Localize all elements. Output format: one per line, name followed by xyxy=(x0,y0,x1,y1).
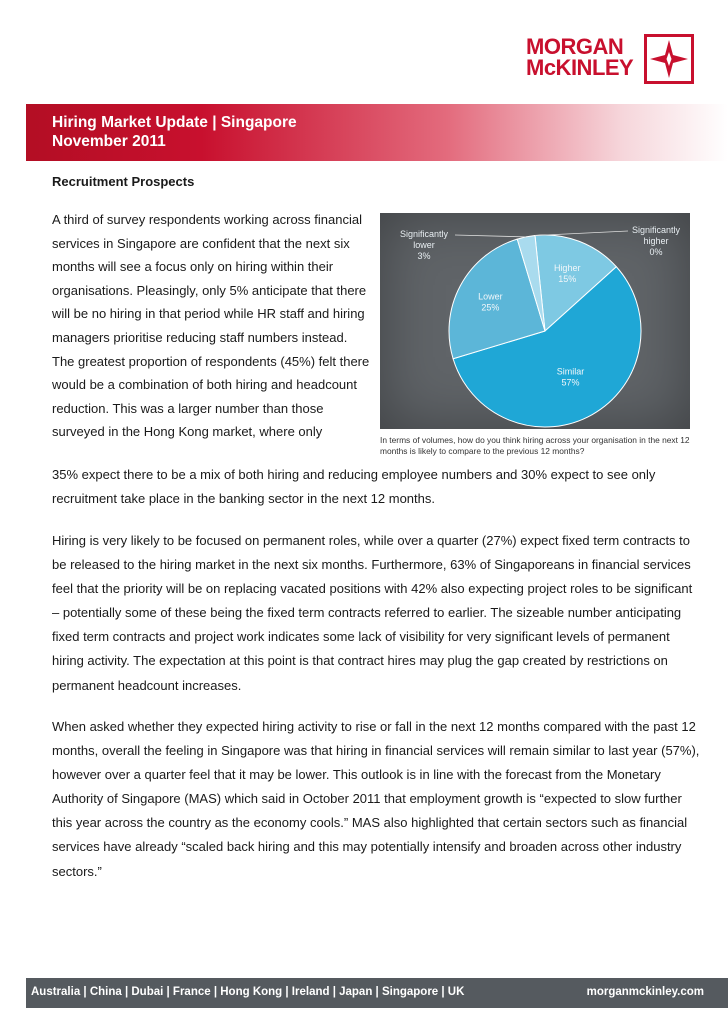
intro-column xyxy=(52,208,372,444)
paragraph-hiring-focus: Hiring is very likely to be focused on permanent roles, while over a quarter (27%) expect fixed term contracts to be released to the hiring market in the next six months. Furthermore, 63% of Singaporeans in financial services feel that the priority will be on replacing vacated positions with 42% also expecting project roles to be significant – potentially some of these being the fixed term contracts referred to earlier. The sizeable number anticipating fixed term contracts and project work indicates some lack of visibility for very significant levels of permanent hiring activity. The expectation at this point is that contract hires may plug the gap created by restrictions on permanent headcount increases. xyxy=(52,533,693,693)
pie-label-similar: Similar 57% xyxy=(556,366,585,388)
intro-continued-paragraph: 35% expect there to be a mix of both hiring and reducing employee numbers and 30% expect to see only recruitment take place in the banking sector in the next 12 months. xyxy=(52,467,656,507)
footer-website-link[interactable]: morganmckinley.com xyxy=(586,986,704,998)
pie-label-significantly-higher: Significantly higher 0% xyxy=(631,225,681,257)
body-paragraph-2 xyxy=(52,529,700,698)
company-logo xyxy=(526,34,696,92)
body-paragraph-3 xyxy=(52,715,700,884)
page-date: November 2011 xyxy=(52,133,166,150)
logo-wordmark xyxy=(526,36,636,78)
logo-name-line2: McKINLEY xyxy=(526,55,634,80)
pie-chart xyxy=(380,213,690,429)
header-title-block xyxy=(52,113,297,151)
page-title: Hiring Market Update | Singapore xyxy=(52,114,297,131)
pie-label-lower: Lower 25% xyxy=(478,291,503,313)
footer-locations: Australia | China | Dubai | France | Hong Kong | Ireland | Japan | Singapore | UK xyxy=(31,986,465,998)
leader-line-significantly-lower xyxy=(455,235,526,237)
logo-name-line1: MORGAN xyxy=(526,34,624,59)
header-banner xyxy=(26,104,728,161)
pie-label-higher: Higher 15% xyxy=(553,263,581,285)
chart-caption: In terms of volumes, how do you think hiring across your organisation in the next 12 months is likely to compare to the previous 12 months? xyxy=(380,435,690,456)
logo-compass-icon xyxy=(644,34,694,84)
pie-chart-panel xyxy=(380,213,690,429)
section-heading: Recruitment Prospects xyxy=(52,174,195,189)
intro-continuation xyxy=(52,463,700,511)
paragraph-outlook: When asked whether they expected hiring activity to rise or fall in the next 12 months compared with the past 12 months, overall the feeling in Singapore was that hiring in financial services will remain similar to last year (57%), however over a quarter feel that it may be lower. This outlook is in line with the forecast from the Monetary Authority of Singapore (MAS) which said in October 2011 that employment growth is “expected to slow further this year across the country as the economy cools.” MAS also highlighted that certain sectors such as financial services have already “scaled back hiring and this may potentially intensify and broaden across other industry sectors.” xyxy=(52,719,700,879)
footer-bar xyxy=(26,978,728,1008)
pie-label-significantly-lower: Significantly lower 3% xyxy=(399,229,449,261)
leader-line-significantly-higher xyxy=(535,231,628,236)
intro-paragraph: A third of survey respondents working across financial services in Singapore are confident that the next six months will see a focus only on hiring within their organisations. Pleasingly, only 5% anticipate that there will be no hiring in that period while HR staff and hiring managers prioritise reducing staff numbers instead. The greatest proportion of respondents (45%) felt there would be a combination of both hiring and headcount reduction. This was a larger number than those surveyed in the Hong Kong market, where only xyxy=(52,212,370,440)
